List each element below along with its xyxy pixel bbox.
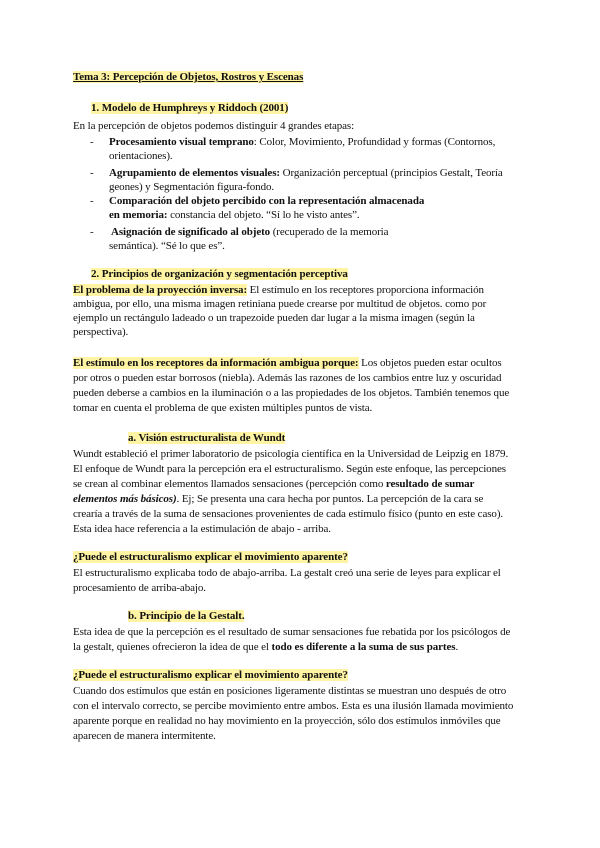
paragraph-line: elementos más básicos). Ej; Se presenta una cara hecha por puntos. La percepción de la cara se: [73, 493, 484, 505]
question-2: ¿Puede el estructuralismo explicar el movimiento aparente?: [73, 669, 348, 681]
paragraph-line: Esta idea de que la percepción es el resultado de sumar sensaciones fue rebatida por los psicólogos de: [73, 626, 511, 638]
paragraph-line: ambigua, por ello, una misma imagen retiniana puede crearse por multitud de objetos. como por: [73, 298, 487, 310]
paragraph-line: ejemplo un rectángulo ladeado o un trapezoide pueden dar lugar a la misma imagen (según la: [73, 312, 475, 324]
paragraph-line: la gestalt, quienes ofrecieron la idea de que el todo es diferente a la suma de sus partes.: [73, 641, 459, 653]
subsection-b-heading: b. Principio de la Gestalt.: [128, 610, 245, 622]
bullet-2: Agrupamiento de elementos visuales: Organización perceptual (principios Gestalt, Teoría: [109, 167, 503, 179]
bullet-3-cont: en memoria: constancia del objeto. “Sí lo he visto antes”.: [109, 209, 360, 221]
bullet-dash: -: [90, 195, 94, 207]
paragraph-line: Wundt estableció el primer laboratorio de psicología científica en la Universidad de Leipzig en 1879.: [73, 448, 509, 460]
bullet-4-cont: semántica). “Sé lo que es”.: [109, 240, 225, 252]
bullet-dash: -: [90, 226, 94, 238]
section-1-heading: 1. Modelo de Humphreys y Riddoch (2001): [91, 102, 289, 114]
bullet-dash: -: [90, 167, 94, 179]
section-1-intro: En la percepción de objetos podemos distinguir 4 grandes etapas:: [73, 120, 355, 132]
paragraph-line: Cuando dos estímulos que están en posiciones ligeramente distintas se muestran uno después de otro: [73, 685, 507, 697]
paragraph-line: tomar en cuenta el problema de que existen múltiples puntos de vista.: [73, 402, 373, 414]
section-2-heading: 2. Principios de organización y segmentación perceptiva: [91, 268, 348, 280]
paragraph-line: procesamiento de arriba-abajo.: [73, 582, 206, 594]
paragraph-line: Esta idea hace referencia a la estimulación de abajo - arriba.: [73, 523, 331, 535]
paragraph-line: El estructuralismo explicaba todo de abajo-arriba. La gestalt creó una serie de leyes para explicar el: [73, 567, 501, 579]
paragraph-line: con el intervalo correcto, se percibe movimiento entre ambos. Esta es una ilusión llamada movimiento: [73, 700, 514, 712]
bullet-4: Asignación de significado al objeto (recuperado de la memoria: [111, 226, 389, 238]
bullet-1: Procesamiento visual temprano: Color, Movimiento, Profundidad y formas (Contornos,: [109, 136, 496, 148]
paragraph-line: pueden deberse a cambios en la iluminación o a las propiedades de los objetos. También tenemos que: [73, 387, 510, 399]
paragraph-line: perspectiva).: [73, 326, 129, 338]
bullet-1-cont: orientaciones).: [109, 150, 173, 162]
paragraph-line: El problema de la proyección inversa: El estímulo en los receptores proporciona información: [73, 284, 484, 296]
page-title: Tema 3: Percepción de Objetos, Rostros y Escenas: [73, 71, 304, 83]
bullet-3: Comparación del objeto percibido con la representación almacenada: [109, 195, 425, 207]
subsection-a-heading: a. Visión estructuralista de Wundt: [128, 432, 286, 444]
paragraph-line: crearía a través de la suma de sensaciones provenientes de cada estímulo físico (punto en este caso).: [73, 508, 504, 520]
paragraph-line: aparente porque en realidad no hay movimiento en la proyección, sólo dos estímulos inmóviles que: [73, 715, 501, 727]
question-1: ¿Puede el estructuralismo explicar el movimiento aparente?: [73, 551, 348, 563]
paragraph-line: se crean al combinar elementos llamados sensaciones (percepción como resultado de sumar: [73, 478, 475, 490]
paragraph-line: El estímulo en los receptores da información ambigua porque: Los objetos pueden estar ocultos: [73, 357, 502, 369]
paragraph-line: El enfoque de Wundt para la percepción era el estructuralismo. Según este enfoque, las percepciones: [73, 463, 506, 475]
paragraph-line: aparecen de manera intermitente.: [73, 730, 216, 742]
bullet-2-cont: geones) y Segmentación figura-fondo.: [109, 181, 275, 193]
bullet-dash: -: [90, 136, 94, 148]
paragraph-line: por otros o pueden estar borrosos (niebla). Además las razones de los cambios entre luz y oscuridad: [73, 372, 502, 384]
